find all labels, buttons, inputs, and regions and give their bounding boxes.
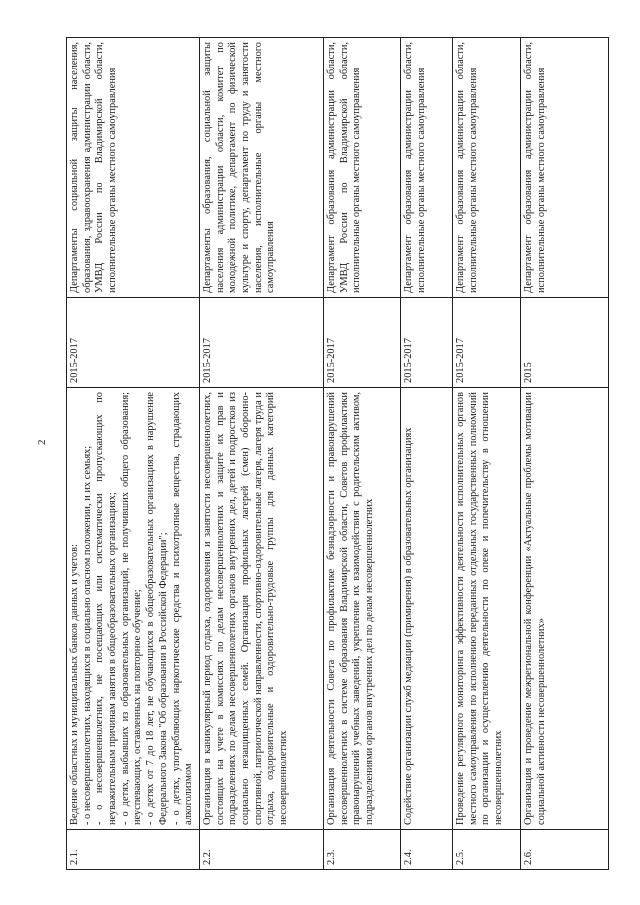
measure-cell xyxy=(324,388,401,830)
measure-cell xyxy=(521,388,609,830)
measure-text: - о несовершеннолетних, находящихся в социально опасном положении, и их семьях; xyxy=(81,445,93,825)
measure-text: Проведение регулярного мониторинга эффективности деятельности исполнительных органов местного самоуправления по исполнению переданных отдельных государственных полномочий по организации и осуществлению деятельности по опеке и попечительству в отношении несовершеннолетних xyxy=(455,392,505,825)
measure-text: Организация деятельности Совета по профилактике безнадзорности и правонарушений несовершеннолетних в системе образования Владимирской области, Советов профилактики правонарушений учебных заведений, укрепление их взаимодействия с родительским активом, подразделениями органов внутренних дел по делам несовершеннолетних xyxy=(326,392,376,825)
table-row xyxy=(324,38,401,870)
measure-cell xyxy=(67,388,200,830)
period-cell: 2015 xyxy=(521,298,609,388)
measure-text: Содействие организации служб медиации (примирения) в образовательных организациях xyxy=(403,427,414,825)
measure-cell xyxy=(401,388,453,830)
executors-cell: Департамент образования администрации области, исполнительные органы местного самоуправления xyxy=(521,38,609,298)
row-number: 2.4. xyxy=(401,830,453,870)
page-number: 2 xyxy=(36,439,48,445)
executors-cell: Департаменты социальной защиты населения, образования, здравоохранения администрации области, УМВД России по Владимирской области, исполнительные органы местного самоуправления xyxy=(67,38,200,298)
measures-table xyxy=(66,37,609,870)
period-cell: 2015-2017 xyxy=(200,298,324,388)
executors-cell: Департаменты образования, социальной защиты населения администрации области, комитет по молодежной политике, департамент по физической культуре и спорту, департамент по труду и занятости населения, исполнительные органы местного самоуправления xyxy=(200,38,324,298)
measure-cell xyxy=(200,388,324,830)
period-cell: 2015-2017 xyxy=(401,298,453,388)
row-number: 2.1. xyxy=(67,830,200,870)
measure-cell xyxy=(453,388,521,830)
period-cell: 2015-2017 xyxy=(67,298,200,388)
executors-cell: Департамент образования администрации области, исполнительные органы местного самоуправления xyxy=(453,38,521,298)
executors-cell: Департамент образования администрации области, УМВД России по Владимирской области, исполнительные органы местного самоуправления xyxy=(324,38,401,298)
table-row xyxy=(67,38,200,870)
row-number: 2.2. xyxy=(200,830,324,870)
measure-text: Ведение областных и муниципальных банков данных и учетов: xyxy=(69,544,80,825)
rotated-page xyxy=(66,38,608,870)
table-row xyxy=(401,38,453,870)
measure-text: - о несовершеннолетних, не посещающих или систематически пропускающих по неуважительным причинам занятия в общеобразовательных организациях; xyxy=(94,392,119,825)
measure-text: - о детях от 7 до 18 лет, не обучающихся в общеобразовательных организациях в нарушение Федерального Закона "Об образовании в Российской Федерации"; xyxy=(145,392,169,825)
row-number: 2.3. xyxy=(324,830,401,870)
period-cell: 2015-2017 xyxy=(324,298,401,388)
measure-text: - о детях, выбывших из образовательных организаций, не получивших общего образования; неуспевающих, оставленных на повторное обучение; xyxy=(119,392,144,825)
row-number: 2.5. xyxy=(453,830,521,870)
row-number: 2.6. xyxy=(521,830,609,870)
table-row xyxy=(200,38,324,870)
executors-cell: Департамент образования администрации области, исполнительные органы местного самоуправления xyxy=(401,38,453,298)
period-cell: 2015-2017 xyxy=(453,298,521,388)
measure-text: Организация в каникулярный период отдыха, оздоровления и занятости несовершеннолетних, состоящих на учете в комиссиях по делам несовершеннолетних и защите их прав и подразделениях по делам несовершеннолетних органов внутренних дел, детей и подростков из социально незащищенных семей. Организация профильных лагерей (смен) оборонно-спортивной, патриотической направленности, спортивно-оздоровительные лагеря, лагеря труда и отдыха, оздоровительные и оздоровительно-трудовые группы для данных категорий несовершеннолетних xyxy=(202,392,290,825)
measure-text: Организация и проведение межрегиональной конференции «Актуальные проблемы мотивации социальной активности несовершеннолетних» xyxy=(523,392,547,825)
table-row xyxy=(453,38,521,870)
measure-text: - о детях, употребляющих наркотические средства и психотропные вещества, страдающих алкоголизмом xyxy=(170,392,195,825)
table-row xyxy=(521,38,609,870)
